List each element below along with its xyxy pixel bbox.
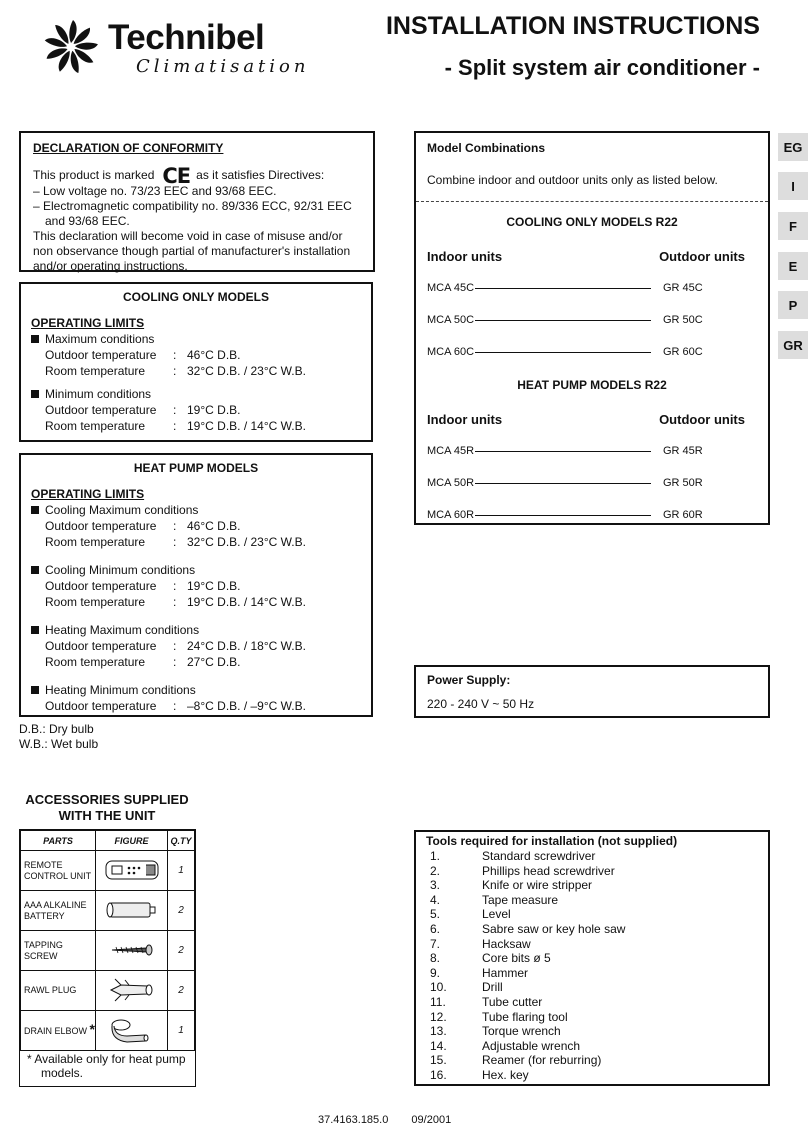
heat-pump-title: HEAT PUMP MODELS	[133, 461, 259, 475]
declaration-box	[19, 131, 375, 272]
brand-logo	[38, 16, 308, 80]
part-qty: 1	[168, 1011, 195, 1051]
model-pair: MCA 45C GR 45C	[427, 282, 703, 294]
tool-item: 10. Drill	[430, 980, 503, 995]
tool-item: 15. Reamer (for reburring)	[430, 1053, 602, 1068]
lang-tab-f[interactable]: F	[778, 212, 808, 240]
condition-heading: Cooling Minimum conditions	[31, 562, 361, 578]
part-name: REMOTE CONTROL UNIT	[21, 851, 96, 891]
lang-tab-e[interactable]: E	[778, 252, 808, 280]
directive-emc: – Electromagnetic compatibility no. 89/336 ECC, 92/31 EEC and 93/68 EEC.	[33, 199, 352, 228]
lang-tab-eg[interactable]: EG	[778, 133, 808, 161]
tool-item: 2. Phillips head screwdriver	[430, 863, 615, 878]
tool-item: 9. Hammer	[430, 965, 529, 980]
tool-item: 4. Tape measure	[430, 892, 559, 907]
model-pair: MCA 45R GR 45R	[427, 445, 703, 457]
table-row	[21, 851, 195, 891]
page-title: INSTALLATION INSTRUCTIONS	[385, 12, 760, 40]
limit-row: Room temperature : 27°C D.B.	[45, 655, 241, 669]
tool-item: 11. Tube cutter	[430, 994, 543, 1009]
part-name: DRAIN ELBOW *	[21, 1011, 96, 1051]
directive-low-voltage: – Low voltage no. 73/23 EEC and 93/68 EEC.	[33, 184, 277, 198]
limit-row: Outdoor temperature : 19°C D.B.	[45, 579, 241, 593]
condition-heading: Heating Minimum conditions	[31, 682, 361, 698]
condition-heading: Minimum conditions	[31, 386, 361, 402]
model-pair: MCA 60R GR 60R	[427, 509, 703, 521]
model-combinations-box	[414, 131, 770, 525]
declaration-mark-prefix: This product is marked	[33, 168, 155, 182]
indoor-units-label: Indoor units	[427, 412, 503, 427]
lang-tab-p[interactable]: P	[778, 291, 808, 319]
brand-name: Technibel	[108, 18, 265, 57]
limit-row: Room temperature : 32°C D.B. / 23°C W.B.	[45, 535, 306, 549]
limit-row: Room temperature : 32°C D.B. / 23°C W.B.	[45, 364, 306, 378]
heat-pump-limits-box	[19, 453, 373, 717]
bullet-square-icon	[31, 335, 39, 343]
cooling-only-title: COOLING ONLY MODELS	[122, 290, 269, 304]
legend-wet-bulb: W.B.: Wet bulb	[19, 737, 99, 751]
part-name: AAA ALKALINE BATTERY	[21, 891, 96, 931]
legend-dry-bulb: D.B.: Dry bulb	[19, 722, 94, 736]
operating-limits-label: OPERATING LIMITS	[31, 316, 145, 330]
col-header-figure: FIGURE	[96, 831, 168, 851]
document-date: 09/2001	[411, 1114, 452, 1126]
bullet-square-icon	[31, 506, 39, 514]
limit-row: Outdoor temperature : 46°C D.B.	[45, 348, 241, 362]
brand-subtitle: Climatisation	[136, 56, 310, 77]
part-qty: 2	[168, 931, 195, 971]
outdoor-units-label: Outdoor units	[659, 249, 745, 264]
rawl-plug-icon	[103, 977, 161, 1003]
tool-item: 12. Tube flaring tool	[430, 1009, 568, 1024]
ce-mark-icon: CE	[162, 164, 191, 188]
col-header-parts: PARTS	[21, 831, 96, 851]
tool-item: 14. Adjustable wrench	[430, 1038, 581, 1053]
part-qty: 2	[168, 971, 195, 1011]
heat-pump-models-title: HEAT PUMP MODELS R22	[517, 378, 667, 392]
screw-icon	[104, 941, 160, 959]
table-row	[21, 1011, 195, 1051]
bullet-square-icon	[31, 626, 39, 634]
table-row	[21, 971, 195, 1011]
bullet-square-icon	[31, 686, 39, 694]
table-row	[21, 931, 195, 971]
tool-item: 16. Hex. key	[430, 1067, 529, 1082]
accessories-title: ACCESSORIES SUPPLIED WITH THE UNIT	[25, 792, 189, 823]
tool-item: 5. Level	[430, 907, 511, 922]
limit-row: Outdoor temperature : 19°C D.B.	[45, 403, 241, 417]
declaration-mark-line	[33, 164, 361, 188]
power-supply-title: Power Supply:	[427, 673, 511, 687]
model-pair: MCA 50C GR 50C	[427, 314, 703, 326]
limit-row: Outdoor temperature : 24°C D.B. / 18°C W.B.	[45, 639, 306, 653]
part-name: TAPPING SCREW	[21, 931, 96, 971]
remote-control-icon	[103, 857, 161, 883]
cooling-models-title: COOLING ONLY MODELS R22	[506, 215, 678, 229]
tool-item: 7. Hacksaw	[430, 936, 531, 951]
condition-heading: Heating Maximum conditions	[31, 622, 361, 638]
document-code: 37.4163.185.0	[318, 1114, 389, 1126]
col-header-qty: Q.TY	[168, 831, 195, 851]
tool-item: 13. Torque wrench	[430, 1024, 561, 1039]
part-qty: 2	[168, 891, 195, 931]
combinations-title: Model Combinations	[427, 141, 545, 155]
power-supply-value: 220 - 240 V ~ 50 Hz	[427, 697, 535, 711]
part-qty: 1	[168, 851, 195, 891]
heat-pump-only-star: *	[89, 1021, 95, 1037]
drain-elbow-icon	[105, 1016, 159, 1044]
declaration-note: This declaration will become void in case of misuse and/or non observance though partial of manufacturer's installation and/or operating instructions.	[33, 229, 351, 273]
tool-item: 8. Core bits ø 5	[430, 951, 551, 966]
lang-tab-i[interactable]: I	[778, 172, 808, 200]
accessories-table	[19, 829, 196, 1087]
table-row	[21, 891, 195, 931]
tool-item: 6. Sabre saw or key hole saw	[430, 921, 626, 936]
cooling-only-limits-box	[19, 282, 373, 442]
tools-title: Tools required for installation (not supplied)	[426, 834, 678, 848]
limit-row: Outdoor temperature : 46°C D.B.	[45, 519, 241, 533]
power-supply-box	[414, 665, 770, 718]
model-pair: MCA 50R GR 50R	[427, 477, 703, 489]
page-subtitle: - Split system air conditioner -	[444, 55, 760, 80]
document-footer	[318, 1114, 451, 1126]
accessories-note: * Available only for heat pump models.	[27, 1052, 186, 1080]
declaration-title: DECLARATION OF CONFORMITY	[33, 141, 224, 155]
bullet-square-icon	[31, 390, 39, 398]
outdoor-units-label: Outdoor units	[659, 412, 745, 427]
declaration-mark-suffix: as it satisfies Directives:	[196, 168, 325, 182]
model-pair: MCA 60C GR 60C	[427, 346, 703, 358]
battery-icon	[104, 899, 160, 921]
limit-row: Room temperature : 19°C D.B. / 14°C W.B.	[45, 419, 306, 433]
logo-flower-icon	[40, 18, 102, 76]
combinations-intro: Combine indoor and outdoor units only as listed below.	[427, 173, 718, 187]
tools-box	[414, 830, 770, 1086]
tool-item: 3. Knife or wire stripper	[430, 878, 593, 893]
indoor-units-label: Indoor units	[427, 249, 503, 264]
bullet-square-icon	[31, 566, 39, 574]
condition-heading: Cooling Maximum conditions	[31, 502, 361, 518]
limit-row: Outdoor temperature : –8°C D.B. / –9°C W.B.	[45, 699, 306, 713]
part-name: RAWL PLUG	[21, 971, 96, 1011]
lang-tab-gr[interactable]: GR	[778, 331, 808, 359]
operating-limits-label: OPERATING LIMITS	[31, 487, 145, 501]
tool-item: 1. Standard screwdriver	[430, 849, 596, 863]
limit-row: Room temperature : 19°C D.B. / 14°C W.B.	[45, 595, 306, 609]
condition-heading: Maximum conditions	[31, 331, 361, 347]
